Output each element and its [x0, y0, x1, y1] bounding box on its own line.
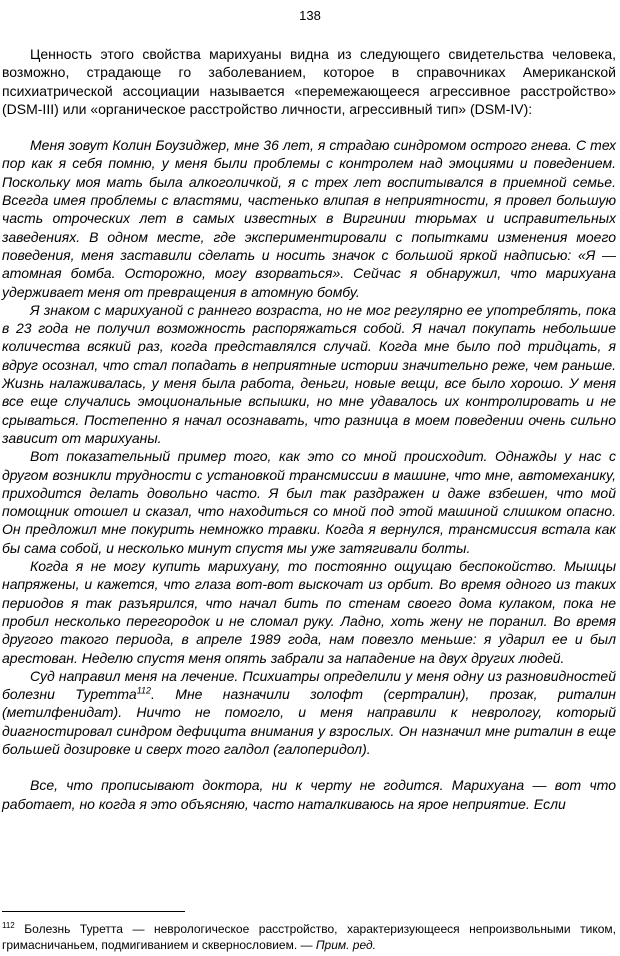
quote-paragraph: Вот показательный пример того, как это со мной происходит. Однажды у нас с другом возникли трудности с установкой трансмиссии в машине, что мне, автомеханику, приходится делать довольно часто. Я был так раздражен и даже взбешен, что мой помощник отошел и сказал, что находиться со мной под этой машиной слишком опасно. Он предложил мне покурить немножко травки. Когда я вернулся, трансмиссия встала как бы сама собой, и несколько минут спустя мы уже затягивали болты.: [2, 448, 616, 556]
quote-paragraph: Меня зовут Колин Боузиджер, мне 36 лет, я страдаю синдромом острого гнева. С тех пор как я себя помню, у меня были проблемы с контролем над эмоциями и поведением. Поскольку моя мать была алкоголичкой, я с трех лет воспитывался в приемной семье. Всегда имея проблемы с властями, частенько влипая в неприятности, я провел большую часть отроческих лет в самых известных в Виргинии тюрьмах и исправительных заведениях. В одном месте, где экспериментировали с попытками изменения моего поведения, меня заставили сделать и носить значок с большой яркой надписью: «Я — атомная бомба. Осторожно, могу взорваться». Сейчас я обнаружил, что марихуана удерживает меня от превращения в атомную бомбу.: [2, 137, 616, 300]
footnote-editor-note: Прим. ред.: [315, 938, 376, 952]
footnote-number: 112: [2, 921, 15, 930]
page-number: 138: [299, 8, 321, 23]
footnote-text: Болезнь Туретта — неврологическое расстройство, характеризующееся непроизвольными тиком, гримасничаньем, подмигиванием и сквернословием. —: [2, 922, 616, 952]
footnote-divider: [2, 911, 185, 912]
intro-paragraph: Ценность этого свойства марихуаны видна из следующего свидетельства человека, возможно, страдающе го заболеванием, которое в справочниках Американской психиатрической ассоциации называется «перемежающееся агрессивное расстройство» (DSM-III) или «органическое расстройство личности, агрессивный тип» (DSM-IV):: [2, 46, 616, 117]
page-body: [2, 45, 616, 813]
quote-paragraph: Я знаком с марихуаной с раннего возраста, но не мог регулярно ее употреблять, пока в 23 года не получил возможность распоряжаться собой. Я начал покупать небольшие количества всякий раз, когда представлялся случай. Когда мне было под тридцать, я вдруг осознал, что стал попадать в неприятные истории значительно реже, чем раньше. Жизнь налаживалась, у меня была работа, деньги, новые вещи, все было хорошо. У меня все еще случались эмоциональные вспышки, но мне удавалось их контролировать и не срываться. Постепенно я начал осознавать, что разница в моем поведении очень сильно зависит от марихуаны.: [2, 301, 616, 446]
footnote-reference[interactable]: 112: [136, 685, 152, 696]
quote-paragraph: Когда я не могу купить марихуану, то постоянно ощущаю беспокойство. Мышцы напряжены, и кажется, что глаза вот-вот выскочат из орбит. Во время одного из таких периодов я так разъярился, что начал бить по стенам своего дома кулаком, пока не пробил несколько перегородок и не сломал руку. Ладно, хоть жену не поранил. Во время другого такого периода, в апреле 1989 года, нам повезло меньше: я ударил ее и был арестован. Неделю спустя меня опять забрали за нападение на двух других людей.: [2, 558, 616, 666]
quote-text-after-note: . Мне назначили золофт (сертралин), прозак, риталин (метилфенидат). Ничто не помогло, и меня направили к неврологу, который диагностировал синдром дефицита внимания у взрослых. Он назначил мне риталин в еще большей дозировке и сверх того галдол (галоперидол).: [2, 686, 616, 757]
quote-paragraph: Все, что прописывают доктора, ни к черту не годится. Марихуана — вот что работает, но когда я это объясняю, часто наталкиваюсь на ярое неприятие. Если: [2, 777, 616, 812]
quote-text-before-note: Суд направил меня на лечение. Психиатры определили у меня одну из разновидностей болезни Туретта: [2, 667, 616, 703]
footnote: [2, 921, 616, 953]
quote-paragraph-with-footnote: [2, 667, 616, 758]
